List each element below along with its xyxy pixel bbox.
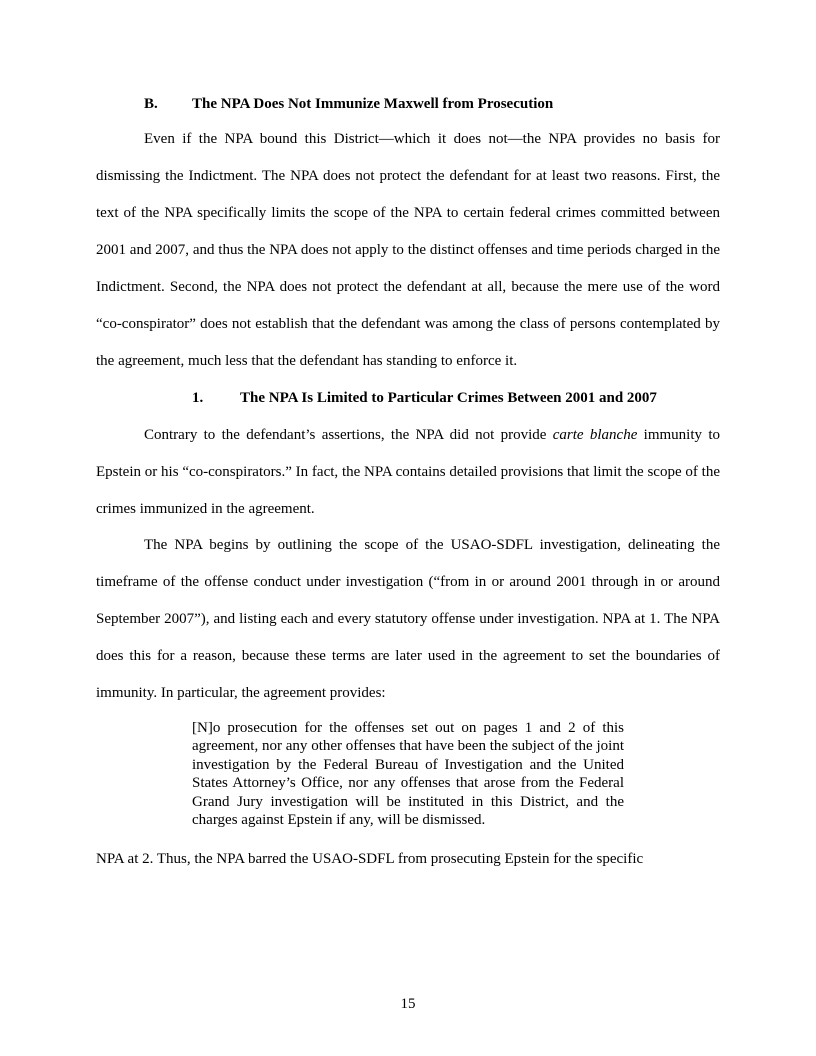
section-b-title: The NPA Does Not Immunize Maxwell from Prosecution (192, 96, 554, 112)
section-b-heading (144, 96, 554, 113)
section-b-letter: B. (144, 96, 158, 112)
paragraph-1: Even if the NPA bound this District—which it does not—the NPA provides no basis for dismissing the Indictment. The NPA does not protect the defendant for at least two reasons. First, the text of the NPA specifically limits the scope of the NPA to certain federal crimes committed between 2001 and 2007, and thus the NPA does not apply to the distinct offenses and time periods charged in the Indictment. Second, the NPA does not protect the defendant at all, because the mere use of the word “co-conspirator” does not establish that the defendant was among the class of persons contemplated by the agreement, much less that the defendant has standing to enforce it. (96, 131, 720, 369)
paragraph-2 (96, 417, 720, 528)
paragraph-2-italic: carte blanche (552, 427, 638, 443)
subsection-1-number: 1. (192, 390, 204, 406)
paragraph-4: NPA at 2. Thus, the NPA barred the USAO-SDFL from prosecuting Epstein for the specific (96, 851, 644, 867)
subsection-1-heading (192, 390, 657, 407)
subsection-1-title: The NPA Is Limited to Particular Crimes Between 2001 and 2007 (240, 390, 657, 406)
paragraph-2-text-end: immunity to Epstein or his “co-conspirators.” In fact, the NPA contains detailed provisions that limit the scope of the crimes immunized in the agreement. (96, 427, 720, 517)
paragraph-3: The NPA begins by outlining the scope of the USAO-SDFL investigation, delineating the timeframe of the offense conduct under investigation (“from in or around 2001 through in or around September 2007”), and listing each and every statutory offense under investigation. NPA at 1. The NPA does this for a reason, because these terms are later used in the agreement to set the boundaries of immunity. In particular, the agreement provides: (96, 537, 720, 701)
paragraph-2-text-start: Contrary to the defendant’s assertions, the NPA did not provide (144, 427, 553, 443)
page-number: 15 (400, 996, 416, 1012)
block-quote: [N]o prosecution for the offenses set out on pages 1 and 2 of this agreement, nor any other offenses that have been the subject of the joint investigation by the Federal Bureau of Investigation and the United States Attorney’s Office, nor any offenses that arose from the Federal Grand Jury investigation will be instituted in this District, and the charges against Epstein if any, will be dismissed. (192, 720, 624, 829)
